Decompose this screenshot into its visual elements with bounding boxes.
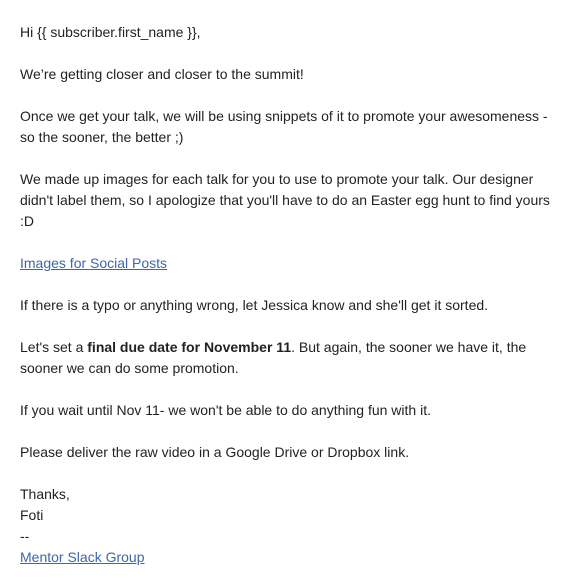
- paragraph-due-date: [20, 337, 560, 379]
- greeting: Hi {{ subscriber.first_name }},: [20, 24, 201, 40]
- images-link-paragraph: [20, 253, 560, 274]
- mentor-slack-group-link[interactable]: Mentor Slack Group: [20, 549, 145, 565]
- due-date-prefix: Let's set a: [20, 339, 88, 355]
- paragraph-summit: We’re getting closer and closer to the summit!: [20, 66, 304, 82]
- signature-separator: --: [20, 528, 30, 544]
- slack-link-paragraph: [20, 547, 560, 568]
- images-for-social-posts-link[interactable]: Images for Social Posts: [20, 255, 168, 271]
- paragraph-snippets: Once we get your talk, we will be using snippets of it to promote your awesomeness - so the sooner, the better ;): [20, 108, 548, 145]
- signature-name: Foti: [20, 507, 44, 523]
- signature: [20, 484, 560, 568]
- due-date-suffix: . But again, the sooner we have it, the sooner we can do some promotion.: [20, 339, 527, 376]
- paragraph-wait: If you wait until Nov 11- we won't be able to do anything fun with it.: [20, 402, 431, 418]
- due-date-bold: final due date for November 11: [87, 339, 292, 355]
- signature-thanks: Thanks,: [20, 486, 70, 502]
- paragraph-deliver: Please deliver the raw video in a Google Drive or Dropbox link.: [20, 444, 410, 460]
- paragraph-images: We made up images for each talk for you to use to promote your talk. Our designer didn't label them, so I apologize that you'll have to do an Easter egg hunt to find yours :D: [20, 171, 550, 229]
- paragraph-typo: If there is a typo or anything wrong, let Jessica know and she'll get it sorted.: [20, 297, 489, 313]
